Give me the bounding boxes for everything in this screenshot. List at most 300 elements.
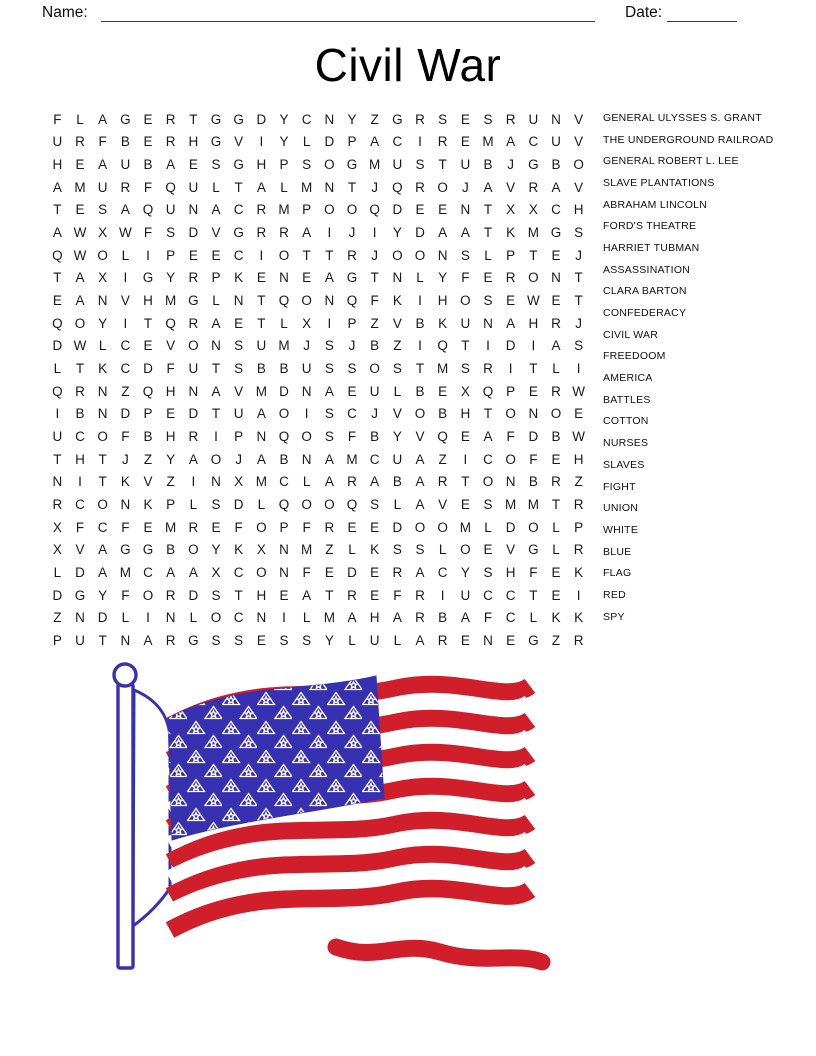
- grid-cell: A: [551, 338, 561, 354]
- grid-cell: D: [52, 587, 63, 603]
- grid-cell: T: [98, 451, 107, 467]
- grid-cell: O: [74, 315, 86, 331]
- grid-cell: Q: [437, 429, 448, 445]
- grid-cell: T: [53, 202, 62, 218]
- grid-cell: H: [256, 587, 267, 603]
- grid-cell: E: [234, 315, 244, 331]
- grid-cell: R: [505, 111, 516, 127]
- grid-cell: A: [302, 225, 312, 241]
- grid-cell: O: [301, 429, 312, 445]
- grid-cell: F: [529, 451, 538, 467]
- grid-cell: C: [301, 111, 312, 127]
- grid-cell: E: [415, 202, 425, 218]
- grid-cell: G: [210, 134, 222, 150]
- grid-cell: D: [324, 134, 335, 150]
- word-list-item: CLARA BARTON: [603, 285, 687, 298]
- grid-cell: L: [76, 111, 84, 127]
- grid-cell: S: [324, 429, 334, 445]
- grid-cell: T: [347, 179, 357, 195]
- word-list-item: FLAG: [603, 567, 632, 580]
- grid-cell: S: [166, 225, 176, 241]
- word-list-item: GENERAL ROBERT L. LEE: [603, 155, 739, 168]
- grid-cell: L: [348, 542, 356, 558]
- grid-cell: O: [278, 406, 290, 422]
- grid-cell: F: [53, 111, 62, 127]
- grid-cell: N: [279, 270, 289, 286]
- grid-cell: C: [75, 429, 85, 445]
- grid-cell: N: [75, 610, 85, 626]
- grid-cell: O: [392, 247, 403, 263]
- grid-cell: S: [98, 202, 108, 218]
- grid-cell: S: [234, 633, 244, 649]
- grid-cell: U: [528, 111, 539, 127]
- grid-cell: D: [188, 406, 199, 422]
- grid-cell: F: [143, 225, 153, 241]
- grid-cell: Q: [369, 202, 380, 218]
- grid-cell: S: [415, 157, 425, 173]
- grid-cell: F: [347, 429, 357, 445]
- grid-cell: O: [210, 451, 222, 467]
- grid-cell: O: [188, 338, 199, 354]
- grid-cell: Q: [52, 315, 63, 331]
- grid-cell: W: [572, 383, 586, 399]
- grid-cell: N: [188, 202, 199, 218]
- grid-cell: S: [234, 338, 244, 354]
- grid-cell: B: [143, 157, 153, 173]
- grid-cell: V: [392, 406, 402, 422]
- name-label: Name:: [42, 4, 88, 21]
- grid-cell: A: [415, 565, 425, 581]
- grid-cell: S: [483, 497, 493, 513]
- grid-cell: J: [303, 338, 311, 354]
- grid-cell: C: [233, 610, 244, 626]
- grid-cell: D: [52, 338, 63, 354]
- grid-cell: M: [437, 361, 449, 377]
- grid-cell: B: [415, 383, 425, 399]
- grid-cell: G: [233, 157, 244, 173]
- name-input-line[interactable]: [101, 21, 595, 22]
- grid-cell: T: [574, 293, 583, 309]
- grid-cell: E: [166, 406, 176, 422]
- grid-cell: Z: [166, 474, 175, 490]
- grid-cell: B: [438, 406, 448, 422]
- grid-cell: Y: [324, 633, 334, 649]
- grid-cell: O: [346, 202, 358, 218]
- grid-cell: E: [279, 587, 289, 603]
- grid-cell: E: [551, 451, 561, 467]
- grid-cell: N: [551, 270, 561, 286]
- grid-cell: S: [574, 338, 584, 354]
- grid-cell: Q: [346, 497, 358, 513]
- grid-cell: E: [188, 247, 198, 263]
- grid-cell: A: [324, 383, 334, 399]
- grid-cell: I: [123, 270, 128, 286]
- grid-cell: E: [143, 338, 153, 354]
- grid-cell: A: [256, 406, 266, 422]
- grid-cell: V: [392, 315, 402, 331]
- grid-cell: A: [483, 429, 493, 445]
- grid-cell: A: [347, 610, 357, 626]
- grid-cell: R: [415, 610, 425, 626]
- grid-cell: H: [165, 383, 176, 399]
- grid-cell: O: [437, 179, 448, 195]
- grid-cell: X: [506, 202, 516, 218]
- grid-cell: A: [188, 451, 198, 467]
- grid-cell: S: [392, 361, 402, 377]
- grid-cell: K: [574, 565, 584, 581]
- grid-cell: R: [256, 202, 267, 218]
- grid-cell: O: [97, 497, 108, 513]
- word-list-item: FORD'S THEATRE: [603, 220, 697, 233]
- grid-cell: P: [302, 202, 312, 218]
- grid-cell: J: [348, 338, 356, 354]
- grid-cell: H: [52, 157, 63, 173]
- grid-cell: T: [325, 247, 334, 263]
- grid-cell: L: [189, 610, 198, 626]
- grid-cell: T: [529, 587, 538, 603]
- grid-cell: D: [392, 519, 403, 535]
- grid-cell: I: [146, 247, 150, 263]
- grid-cell: E: [370, 519, 380, 535]
- grid-cell: L: [257, 497, 266, 513]
- grid-cell: F: [393, 587, 402, 603]
- grid-cell: Z: [438, 451, 447, 467]
- grid-cell: I: [146, 610, 150, 626]
- date-input-line[interactable]: [667, 21, 737, 22]
- grid-cell: P: [574, 519, 584, 535]
- grid-cell: N: [52, 474, 63, 490]
- grid-cell: A: [415, 451, 425, 467]
- grid-cell: E: [370, 587, 380, 603]
- grid-cell: R: [165, 633, 176, 649]
- grid-cell: H: [573, 451, 584, 467]
- grid-cell: R: [437, 474, 448, 490]
- grid-cell: M: [369, 157, 381, 173]
- grid-cell: E: [211, 247, 221, 263]
- word-list: [603, 107, 813, 628]
- grid-cell: Z: [393, 338, 402, 354]
- grid-cell: G: [346, 157, 358, 173]
- grid-cell: U: [233, 406, 244, 422]
- grid-cell: E: [211, 519, 221, 535]
- grid-cell: M: [278, 338, 290, 354]
- grid-cell: W: [73, 247, 87, 263]
- grid-cell: S: [211, 157, 221, 173]
- grid-cell: I: [418, 293, 422, 309]
- grid-cell: A: [415, 497, 425, 513]
- grid-cell: H: [369, 610, 380, 626]
- word-list-item: ABRAHAM LINCOLN: [603, 198, 708, 211]
- grid-cell: R: [437, 134, 448, 150]
- grid-cell: U: [551, 134, 561, 150]
- grid-cell: X: [528, 202, 538, 218]
- grid-cell: L: [280, 315, 288, 331]
- grid-cell: K: [506, 225, 516, 241]
- grid-cell: Z: [143, 451, 153, 467]
- grid-cell: R: [324, 519, 335, 535]
- grid-cell: A: [188, 565, 198, 581]
- grid-cell: U: [392, 157, 403, 173]
- grid-cell: H: [256, 157, 267, 173]
- grid-cell: M: [165, 293, 177, 309]
- grid-cell: Y: [166, 270, 176, 286]
- grid-cell: P: [506, 383, 516, 399]
- grid-cell: P: [234, 429, 244, 445]
- grid-cell: C: [528, 134, 539, 150]
- grid-cell: L: [53, 361, 62, 377]
- grid-cell: N: [301, 383, 312, 399]
- grid-cell: R: [551, 474, 561, 490]
- grid-cell: A: [75, 270, 85, 286]
- grid-cell: A: [75, 293, 85, 309]
- grid-cell: L: [98, 338, 107, 354]
- grid-cell: P: [143, 406, 153, 422]
- grid-cell: G: [233, 111, 244, 127]
- grid-cell: P: [506, 247, 516, 263]
- grid-cell: R: [573, 542, 584, 558]
- grid-cell: M: [527, 497, 539, 513]
- grid-cell: A: [211, 383, 221, 399]
- grid-cell: Z: [53, 610, 62, 626]
- grid-cell: N: [528, 406, 539, 422]
- grid-cell: H: [505, 565, 516, 581]
- grid-cell: R: [165, 111, 176, 127]
- grid-cell: K: [143, 497, 153, 513]
- grid-cell: C: [505, 587, 516, 603]
- grid-cell: Y: [98, 315, 108, 331]
- grid-cell: D: [143, 361, 153, 377]
- grid-cell: U: [460, 157, 471, 173]
- grid-cell: J: [461, 179, 469, 195]
- grid-cell: A: [551, 179, 561, 195]
- grid-cell: A: [98, 111, 108, 127]
- grid-cell: A: [98, 157, 108, 173]
- grid-cell: R: [52, 497, 63, 513]
- grid-cell: C: [483, 587, 493, 603]
- grid-cell: L: [189, 497, 198, 513]
- grid-cell: A: [438, 225, 448, 241]
- grid-cell: A: [166, 565, 176, 581]
- grid-cell: T: [143, 315, 153, 331]
- grid-cell: P: [347, 315, 357, 331]
- grid-cell: O: [414, 406, 426, 422]
- grid-cell: C: [279, 474, 289, 490]
- grid-cell: F: [98, 134, 107, 150]
- grid-cell: R: [279, 225, 289, 241]
- grid-cell: X: [98, 225, 108, 241]
- word-list-item: THE UNDERGROUND RAILROAD: [603, 133, 774, 146]
- grid-cell: R: [483, 361, 493, 377]
- grid-cell: M: [165, 519, 177, 535]
- grid-cell: I: [463, 451, 468, 467]
- grid-cell: R: [188, 519, 199, 535]
- grid-cell: Q: [52, 383, 63, 399]
- grid-cell: E: [438, 383, 448, 399]
- grid-cell: E: [256, 633, 266, 649]
- grid-cell: L: [393, 383, 402, 399]
- grid-cell: A: [52, 179, 62, 195]
- grid-cell: O: [256, 565, 267, 581]
- grid-cell: B: [370, 338, 380, 354]
- grid-cell: E: [506, 633, 516, 649]
- grid-cell: R: [437, 633, 448, 649]
- grid-cell: A: [506, 315, 516, 331]
- grid-cell: T: [551, 497, 561, 513]
- word-list-item: SLAVES: [603, 458, 645, 471]
- grid-cell: B: [279, 451, 289, 467]
- grid-cell: M: [119, 565, 131, 581]
- word-list-item: AMERICA: [603, 372, 653, 385]
- grid-cell: B: [370, 429, 380, 445]
- grid-cell: E: [460, 134, 470, 150]
- grid-cell: V: [574, 179, 584, 195]
- grid-cell: G: [528, 542, 539, 558]
- grid-cell: V: [211, 225, 221, 241]
- grid-cell: O: [256, 519, 267, 535]
- grid-cell: R: [165, 587, 176, 603]
- grid-cell: B: [279, 361, 289, 377]
- grid-cell: X: [98, 270, 108, 286]
- grid-cell: W: [73, 225, 87, 241]
- grid-cell: P: [166, 247, 176, 263]
- grid-cell: F: [506, 429, 515, 445]
- grid-cell: E: [143, 111, 153, 127]
- grid-cell: O: [460, 293, 471, 309]
- grid-cell: M: [459, 519, 471, 535]
- grid-cell: S: [483, 293, 493, 309]
- grid-cell: R: [415, 111, 425, 127]
- grid-cell: S: [302, 157, 312, 173]
- grid-cell: A: [256, 451, 266, 467]
- grid-cell: C: [233, 202, 244, 218]
- grid-cell: O: [324, 157, 335, 173]
- word-list-item: ASSASSINATION: [603, 263, 691, 276]
- grid-cell: N: [120, 497, 131, 513]
- grid-cell: L: [393, 497, 402, 513]
- grid-cell: L: [552, 519, 560, 535]
- grid-cell: H: [165, 429, 176, 445]
- grid-cell: O: [414, 247, 426, 263]
- grid-cell: U: [188, 179, 199, 195]
- grid-cell: S: [324, 338, 334, 354]
- grid-cell: R: [347, 247, 357, 263]
- grid-cell: J: [121, 451, 129, 467]
- grid-cell: R: [573, 633, 584, 649]
- grid-cell: E: [528, 383, 538, 399]
- word-list-item: BLUE: [603, 545, 632, 558]
- grid-cell: H: [188, 134, 199, 150]
- word-list-item: NURSES: [603, 437, 649, 450]
- grid-cell: T: [234, 179, 243, 195]
- grid-cell: N: [211, 474, 221, 490]
- grid-cell: F: [483, 610, 493, 626]
- grid-cell: S: [347, 361, 357, 377]
- grid-cell: A: [98, 565, 108, 581]
- grid-cell: Q: [278, 429, 290, 445]
- word-list-item: HARRIET TUBMAN: [603, 241, 700, 254]
- grid-cell: S: [211, 633, 221, 649]
- grid-cell: O: [301, 293, 312, 309]
- grid-cell: D: [120, 406, 131, 422]
- grid-cell: S: [415, 542, 425, 558]
- grid-cell: Q: [142, 383, 154, 399]
- grid-cell: D: [528, 429, 539, 445]
- grid-cell: N: [483, 315, 493, 331]
- grid-cell: G: [120, 111, 131, 127]
- grid-cell: L: [393, 633, 402, 649]
- grid-cell: E: [551, 587, 561, 603]
- grid-cell: Z: [551, 633, 561, 649]
- grid-cell: C: [437, 565, 448, 581]
- grid-cell: E: [75, 157, 85, 173]
- grid-cell: C: [483, 451, 493, 467]
- grid-cell: O: [278, 247, 290, 263]
- grid-cell: D: [415, 225, 425, 241]
- grid-cell: B: [392, 474, 402, 490]
- grid-cell: U: [369, 633, 380, 649]
- grid-cell: M: [346, 451, 358, 467]
- grid-cell: L: [302, 610, 311, 626]
- grid-cell: T: [189, 111, 198, 127]
- grid-cell: G: [346, 270, 358, 286]
- grid-cell: N: [301, 451, 312, 467]
- grid-cell: M: [278, 202, 290, 218]
- grid-cell: T: [461, 474, 470, 490]
- grid-cell: V: [506, 179, 516, 195]
- grid-cell: Z: [574, 474, 583, 490]
- grid-cell: G: [188, 293, 199, 309]
- grid-cell: A: [143, 633, 153, 649]
- grid-cell: F: [121, 587, 130, 603]
- grid-cell: F: [121, 519, 130, 535]
- grid-cell: N: [483, 633, 493, 649]
- grid-cell: L: [212, 179, 220, 195]
- grid-cell: G: [528, 157, 539, 173]
- grid-cell: V: [574, 111, 584, 127]
- grid-cell: O: [142, 587, 154, 603]
- grid-cell: U: [75, 633, 85, 649]
- grid-cell: A: [324, 474, 334, 490]
- grid-cell: L: [348, 633, 356, 649]
- grid-cell: E: [347, 383, 357, 399]
- grid-cell: Q: [392, 179, 403, 195]
- grid-cell: Q: [52, 247, 63, 263]
- grid-cell: E: [52, 293, 62, 309]
- grid-cell: D: [505, 338, 516, 354]
- grid-cell: T: [257, 293, 266, 309]
- grid-cell: A: [460, 610, 470, 626]
- grid-cell: Y: [438, 270, 448, 286]
- grid-cell: K: [551, 610, 561, 626]
- grid-cell: S: [211, 587, 221, 603]
- grid-cell: T: [370, 270, 379, 286]
- word-list-item: SPY: [603, 610, 625, 623]
- grid-cell: R: [528, 179, 539, 195]
- grid-cell: B: [120, 134, 130, 150]
- grid-cell: Y: [392, 429, 402, 445]
- grid-cell: B: [528, 474, 538, 490]
- grid-cell: K: [392, 293, 402, 309]
- grid-cell: X: [234, 474, 244, 490]
- grid-cell: N: [97, 383, 108, 399]
- grid-cell: N: [324, 111, 335, 127]
- grid-cell: U: [165, 202, 176, 218]
- grid-cell: E: [324, 565, 334, 581]
- grid-cell: V: [120, 293, 130, 309]
- grid-cell: N: [233, 293, 244, 309]
- grid-cell: L: [484, 247, 492, 263]
- grid-cell: T: [53, 451, 62, 467]
